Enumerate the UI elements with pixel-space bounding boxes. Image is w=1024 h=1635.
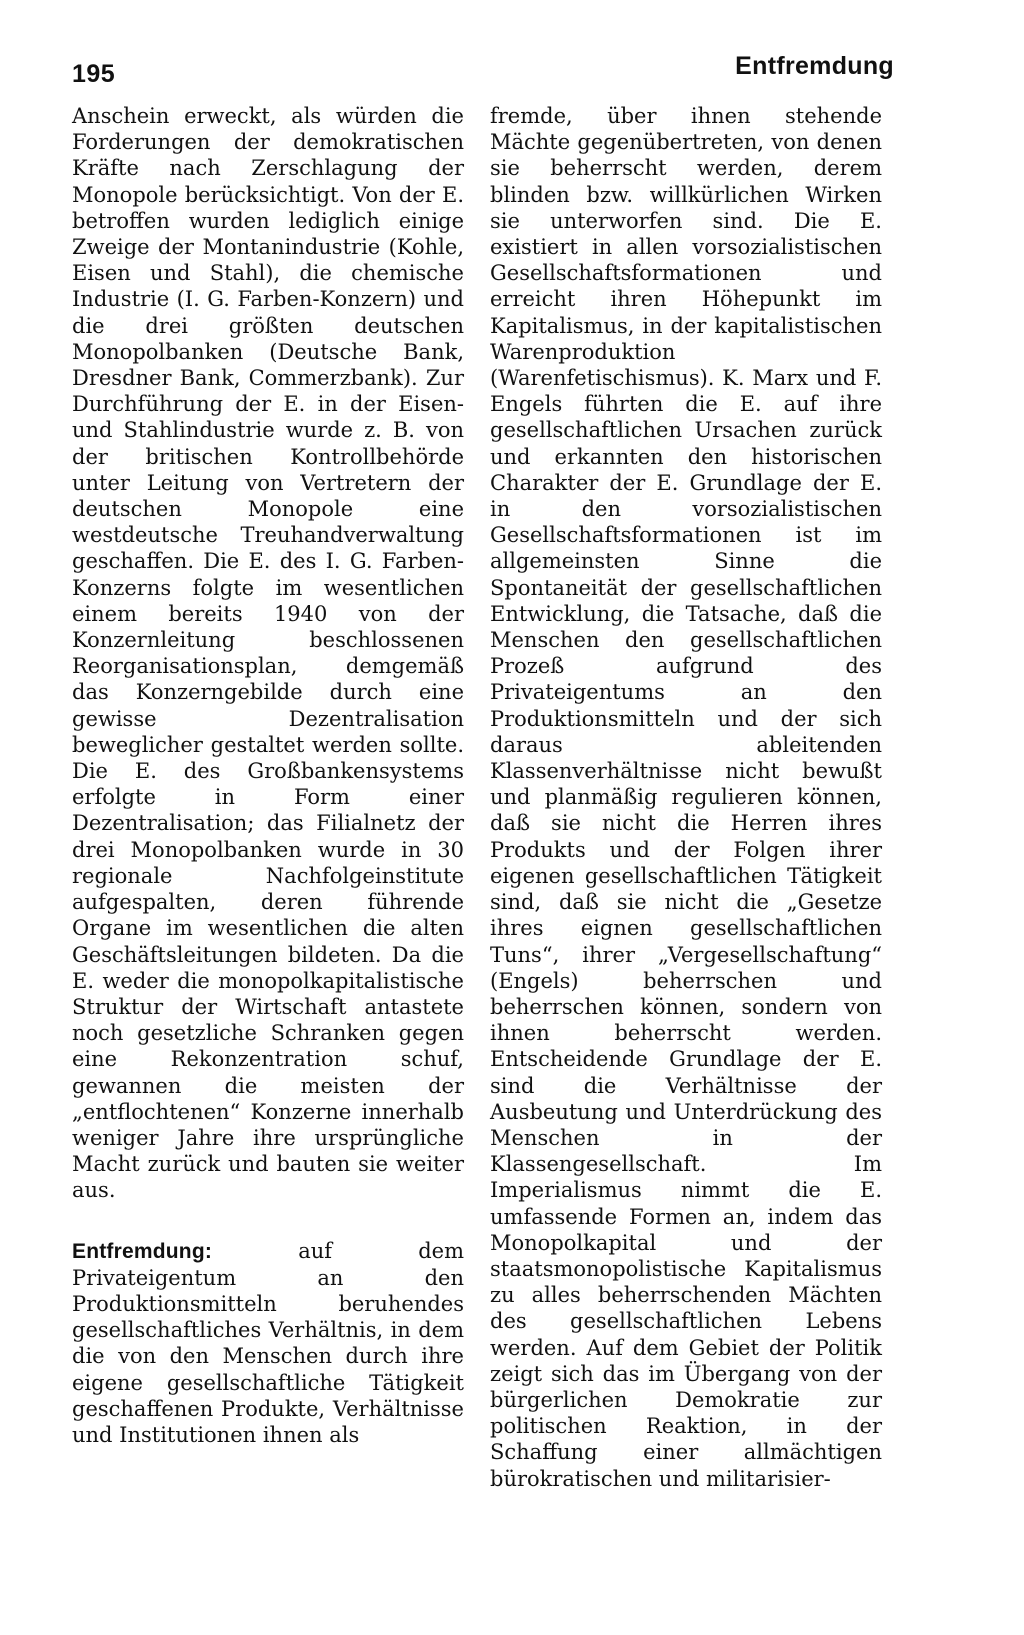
headword: Entfremdung: <box>72 1239 213 1263</box>
left-column <box>72 103 464 1448</box>
right-column <box>490 103 882 1492</box>
right-column-text: fremde, über ihnen stehende Mächte gegenübertreten, von denen sie beherrscht werden, derem blinden bzw. willkürlichen Wirken sie unterworfen sind. Die E. existiert in allen vorsozialistischen Gesellschaftsformationen und erreicht ihren Höhepunkt im Kapitalismus, in der kapitalistischen Warenproduktion (Warenfetischismus). K. Marx und F. Engels führten die E. auf ihre gesellschaftlichen Ursachen zurück und erkannten den historischen Charakter der E. Grundlage der E. in den vorsozialistischen Gesellschaftsformationen ist im allgemeinsten Sinne die Spontaneität der gesellschaftlichen Entwicklung, die Tatsache, daß die Menschen den gesellschaftlichen Prozeß aufgrund des Privateigentums an den Produktionsmitteln und der sich daraus ableitenden Klassenverhältnisse nicht bewußt und planmäßig regulieren können, daß sie nicht die Herren ihres Produkts und der Folgen ihrer eigenen gesellschaftlichen Tätigkeit sind, daß sie nicht die „Gesetze ihres eignen gesellschaftlichen Tuns“, ihrer „Vergesellschaftung“ (Engels) beherrschen und beherrschen können, sondern von ihnen beherrscht werden. Entscheidende Grundlage der E. sind die Verhältnisse der Ausbeutung und Unterdrückung des Menschen in der Klassengesellschaft. Im Imperialismus nimmt die E. umfassende Formen an, indem das Monopolkapital und der staatsmonopolistische Kapitalismus zu alles beherrschenden Mächten des gesellschaftlichen Lebens werden. Auf dem Gebiet der Politik zeigt sich das im Übergang von der bürgerlichen Demokratie zur politischen Reaktion, in der Schaffung einer allmächtigen bürokratischen und militarisier- <box>490 104 882 1491</box>
entry-paragraph <box>72 1238 464 1449</box>
entry-text: auf dem Privateigentum an den Produktionsmitteln beruhendes gesellschaftliches Verhältnis, in dem die von den Menschen durch ihre eigene gesellschaftliche Tätigkeit geschaffenen Produkte, Verhältnisse und Institutionen ihnen als <box>72 1238 464 1447</box>
page-number: 195 <box>72 60 116 88</box>
running-head: Entfremdung <box>735 52 894 80</box>
page-header <box>72 52 894 92</box>
continued-paragraph: Anschein erweckt, als würden die Forderungen der demokratischen Kräfte nach Zerschlagung der Monopole berücksichtigt. Von der E. betroffen wurden lediglich einige Zweige der Montanindustrie (Kohle, Eisen und Stahl), die chemische Industrie (I. G. Farben-Konzern) und die drei größten deutschen Monopolbanken (Deutsche Bank, Dresdner Bank, Commerzbank). Zur Durchführung der E. in der Eisen- und Stahlindustrie wurde z. B. von der britischen Kontrollbehörde unter Leitung von Vertretern der deutschen Monopole eine westdeutsche Treuhandverwaltung geschaffen. Die E. des I. G. Farben-Konzerns folgte im wesentlichen einem bereits 1940 von der Konzernleitung beschlossenen Reorganisationsplan, demgemäß das Konzerngebilde durch eine gewisse Dezentralisation beweglicher gestaltet werden sollte. Die E. des Großbankensystems erfolgte in Form einer Dezentralisation; das Filialnetz der drei Monopolbanken wurde in 30 regionale Nachfolgeinstitute aufgespalten, deren führende Organe im wesentlichen die alten Geschäftsleitungen bildeten. Da die E. weder die monopolkapitalistische Struktur der Wirtschaft antastete noch gesetzliche Schranken gegen eine Rekonzentration schuf, gewannen die meisten der „entflochtenen“ Konzerne innerhalb weniger Jahre ihre ursprüngliche Macht zurück und bauten sie weiter aus. <box>72 104 464 1203</box>
entry-spacing <box>72 1204 464 1238</box>
